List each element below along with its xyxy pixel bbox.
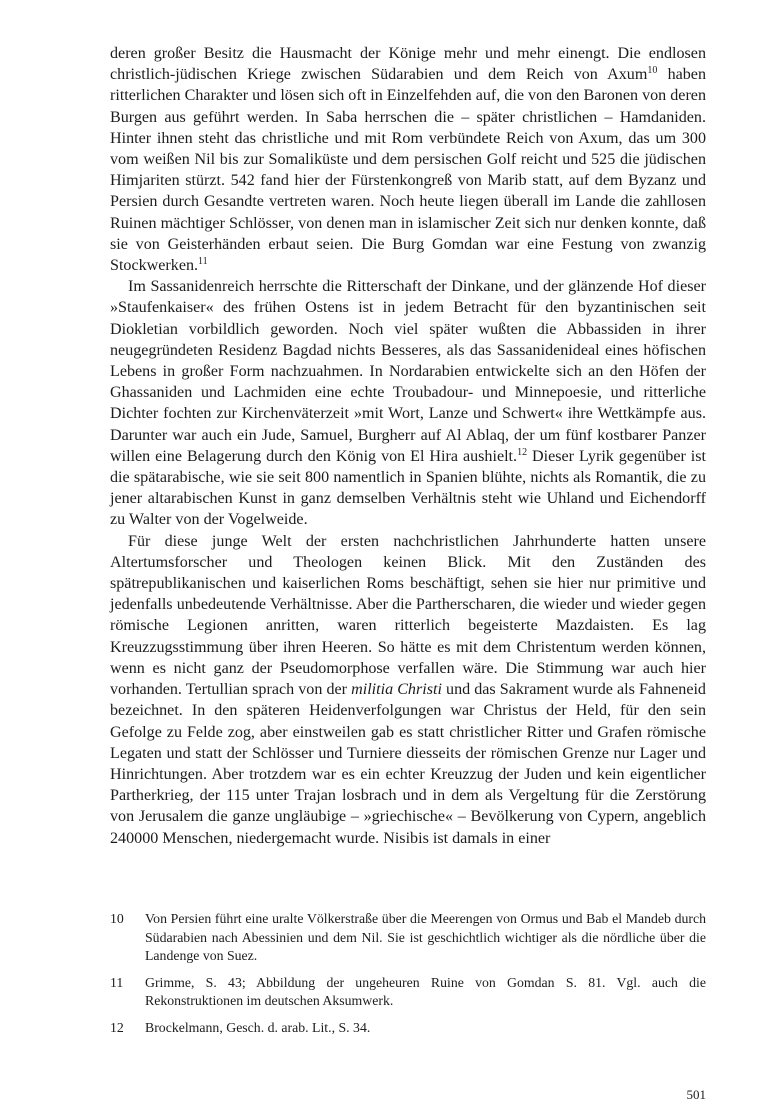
page — [110, 43, 706, 1102]
footnote-text: Von Persien führt eine uralte Völkerstraße über die Meerengen von Ormus und Bab el Mandeb durch Südarabien nach Abessinien und dem Nil. Sie ist geschichtlich wichtiger als die nördliche über die Landenge von Suez. — [145, 911, 706, 964]
footnote-reference: 10 — [647, 65, 658, 77]
footnote-text: Brockelmann, Gesch. d. arab. Lit., S. 34. — [145, 1019, 371, 1035]
footnote-number: 12 — [110, 1019, 124, 1035]
page-number: 501 — [686, 1087, 706, 1102]
text-run: Für diese junge Welt der ersten nachchristlichen Jahrhunderte hatten unsere Altertumsforscher und Theologen keinen Blick. Mit den Zuständen des spätrepublikanischen und kaiserlichen Roms beschäftigt, sehen sie hier nur primitive und jedenfalls unbedeutende Verhältnisse. Aber die Partherscharen, die wieder und wieder gegen römische Legionen anritten, waren ritterlich begeisterte Mazdaisten. Es lag Kreuzzugsstimmung über ihren Heeren. So hätte es mit dem Christentum werden können, wenn es nicht ganz der Pseudomorphose verfallen wäre. Die Stimmung war auch hier vorhanden. Tertullian sprach von der — [110, 532, 706, 699]
footnote — [110, 910, 706, 966]
footnotes — [110, 910, 706, 1046]
footnote — [110, 1019, 706, 1038]
footnote-reference: 12 — [517, 446, 528, 458]
text-run: Dieser Lyrik gegenüber ist die spätarabische, wie sie seit 800 namentlich in Spanien blühte, nichts als Romantik, die zu jener altarabischen Kunst in ganz demselben Verhältnis steht wie Uhland und Eichendorff zu Walter von der Vogelweide. — [110, 447, 706, 529]
emphasized-text: militia Christi — [351, 681, 442, 699]
footnote-number: 11 — [110, 974, 124, 990]
body-paragraph — [110, 43, 706, 276]
text-run: Im Sassanidenreich herrschte die Ritterschaft der Dinkane, und der glänzende Hof dieser »Staufenkaiser« des frühen Ostens ist in jedem Betracht für den byzantinischen seit Diokletian vorbildlich geworden. Noch viel später wußten die Abbassiden in ihrer neugegründeten Residenz Bagdad nichts Besseres, als das Sassanidenideal eines höfischen Lebens in großer Form nachzuahmen. In Nordarabien entwickelte sich an den Höfen der Ghassaniden und Lachmiden eine echte Troubadour- und Minnepoesie, und ritterliche Dichter fochten zur Kirchenväterzeit »mit Wort, Lanze und Schwert« ihre Wettkämpfe aus. Darunter war auch ein Jude, Samuel, Burgherr auf Al Ablaq, der um fünf kostbarer Panzer willen eine Belagerung durch den König von El Hira aushielt. — [110, 278, 706, 465]
text-run: deren großer Besitz die Hausmacht der Könige mehr und mehr einengt. Die endlosen christlich-jüdischen Kriege zwischen Südarabien und dem Reich von Axum — [110, 45, 706, 84]
body-text — [110, 43, 706, 849]
footnote-text: Grimme, S. 43; Abbildung der ungeheuren Ruine von Gomdan S. 81. Vgl. auch die Rekonstruktionen im deutschen Aksumwerk. — [145, 974, 706, 1009]
body-paragraph — [110, 276, 706, 530]
body-paragraph — [110, 531, 706, 849]
text-run: und das Sakrament wurde als Fahneneid bezeichnet. In den späteren Heidenverfolgungen war Christus der Held, für den sein Gefolge zu Felde zog, aber einstweilen gab es statt christlicher Ritter und Grafen römische Legaten und statt der Schlösser und Turniere diesseits der römischen Grenze nur Lager und Hinrichtungen. Aber trotzdem war es ein echter Kreuzzug der Juden und kein eigentlicher Partherkrieg, der 115 unter Trajan losbrach und in dem als Vergeltung für die Zerstörung von Jerusalem die ganze ungläubige – »griechische« – Bevölkerung von Cypern, angeblich 240000 Menschen, niedergemacht wurde. Nisibis ist damals in einer — [110, 681, 706, 847]
footnote — [110, 974, 706, 1011]
footnote-number: 10 — [110, 911, 124, 926]
text-run: haben ritterlichen Charakter und lösen sich oft in Einzelfehden auf, die von den Baronen von deren Burgen aus geführt werden. In Saba herrschen die – später christlichen – Hamdaniden. Hinter ihnen steht das christliche und mit Rom verbündete Reich von Axum, das um 300 vom weißen Nil bis zur Somaliküste und dem persischen Golf reicht und 525 die jüdischen Himjariten stürzt. 542 fand hier der Fürstenkongreß von Marib statt, auf dem Byzanz und Persien durch Gesandte vertreten waren. Noch heute liegen überall im Lande die zahllosen Ruinen mächtiger Schlösser, von denen man in islamischer Zeit sich nur denken konnte, daß sie von Geisterhänden erbaut seien. Die Burg Gomdan war eine Festung von zwanzig Stockwerken. — [110, 66, 706, 275]
footnote-reference: 11 — [198, 256, 208, 268]
